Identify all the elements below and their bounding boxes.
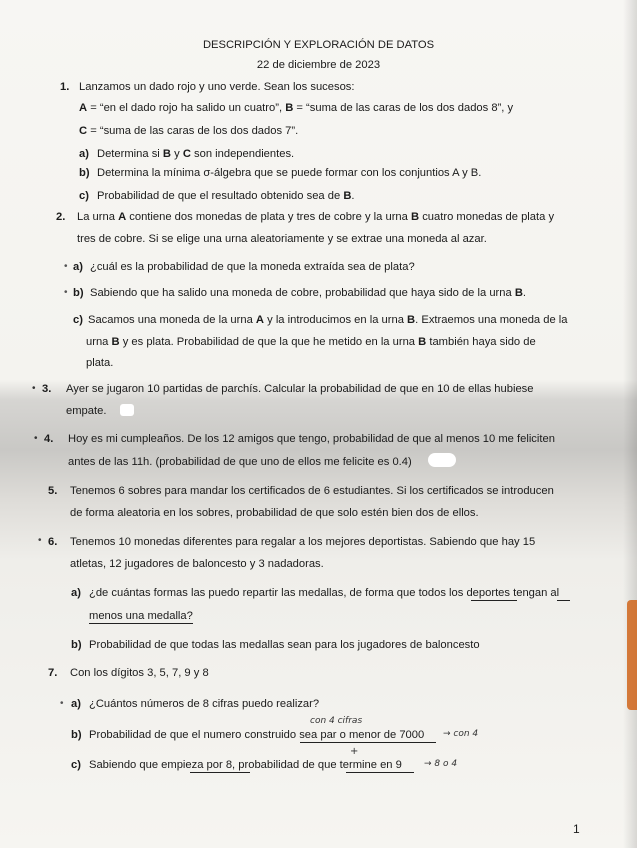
q4-line1: Hoy es mi cumpleaños. De los 12 amigos que tengo, probabilidad de que al menos 10 me feliciten bbox=[68, 433, 555, 445]
q2a-text: ¿cuál es la probabilidad de que la moneda extraída sea de plata? bbox=[90, 261, 415, 273]
q7b-text: Probabilidad de que el numero construido sea par o menor de 7000 bbox=[89, 729, 425, 741]
q6-line1: Tenemos 10 monedas diferentes para regalar a los mejores deportistas. Sabiendo que hay 15 bbox=[70, 536, 536, 548]
q6a-label: a) bbox=[71, 587, 81, 599]
page-title: DESCRIPCIÓN Y EXPLORACIÓN DE DATOS bbox=[202, 39, 435, 51]
q2-line2: tres de cobre. Si se elige una urna aleatoriamente y se extrae una moneda al azar. bbox=[77, 233, 487, 245]
handwritten-underline bbox=[557, 600, 570, 601]
handwritten-note-cifras: con 4 cifras bbox=[310, 716, 363, 726]
q6a-line2: menos una medalla? bbox=[89, 610, 193, 622]
q5-line1: Tenemos 6 sobres para mandar los certificados de 6 estudiantes. Si los certificados se introducen bbox=[70, 485, 554, 497]
q3-line2: empate. bbox=[66, 405, 107, 417]
q4-line2: antes de las 11h. (probabilidad de que uno de ellos me felicite es 0.4) bbox=[68, 456, 412, 468]
q6b-text: Probabilidad de que todas las medallas sean para los jugadores de baloncesto bbox=[89, 639, 480, 651]
q2c-line3: plata. bbox=[86, 357, 114, 369]
correction-blob bbox=[428, 453, 456, 467]
q7c-label: c) bbox=[71, 759, 81, 771]
bullet-dash-icon: • bbox=[64, 287, 68, 298]
q1c-text: Probabilidad de que el resultado obtenido sea de B. bbox=[97, 190, 355, 202]
q3-number: 3. bbox=[42, 383, 52, 395]
q1a-text: Determina si B y C son independientes. bbox=[97, 148, 295, 160]
q1a-label: a) bbox=[79, 148, 89, 160]
q7a-text: ¿Cuántos números de 8 cifras puedo realizar? bbox=[89, 698, 320, 710]
q1-line1: Lanzamos un dado rojo y uno verde. Sean los sucesos: bbox=[79, 81, 355, 93]
handwritten-note-8o4: → 8 o 4 bbox=[424, 759, 458, 769]
q1-event-A-B: A = “en el dado rojo ha salido un cuatro”, B = “suma de las caras de los dos dados 8”, y bbox=[79, 102, 514, 114]
q3-line1: Ayer se jugaron 10 partidas de parchís. Calcular la probabilidad de que en 10 de ellas hubiese bbox=[66, 383, 534, 395]
q6b-label: b) bbox=[71, 639, 82, 651]
handwritten-underline bbox=[471, 600, 517, 601]
q5-number: 5. bbox=[48, 485, 58, 497]
q2c-line2: urna B y es plata. Probabilidad de que la que he metido en la urna B también haya sido de bbox=[86, 336, 536, 348]
q4-number: 4. bbox=[44, 433, 54, 445]
q7-number: 7. bbox=[48, 667, 58, 679]
handwritten-underline bbox=[346, 772, 414, 773]
handwritten-plus: + bbox=[350, 746, 359, 757]
q1b-label: b) bbox=[79, 167, 90, 179]
q1c-label: c) bbox=[79, 190, 89, 202]
q1-number: 1. bbox=[60, 81, 70, 93]
handwritten-note-con4: → con 4 bbox=[443, 729, 479, 739]
q7a-label: a) bbox=[71, 698, 81, 710]
q5-line2: de forma aleatoria en los sobres, probabilidad de que solo estén bien dos de ellos. bbox=[70, 507, 479, 519]
bullet-dot-icon: • bbox=[60, 698, 64, 709]
q1b-text: Determina la mínima σ-álgebra que se puede formar con los conjuntios A y B. bbox=[97, 167, 482, 179]
q2c-line1: Sacamos una moneda de la urna A y la introducimos en la urna B. Extraemos una moneda de la bbox=[88, 314, 568, 326]
paper-edge-shadow bbox=[623, 0, 637, 848]
bullet-dot-icon: • bbox=[38, 535, 42, 546]
handwritten-underline bbox=[300, 742, 436, 743]
handwritten-underline bbox=[190, 772, 250, 773]
q2a-label: a) bbox=[73, 261, 83, 273]
q6-number: 6. bbox=[48, 536, 58, 548]
q6-line2: atletas, 12 jugadores de baloncesto y 3 nadadoras. bbox=[70, 558, 324, 570]
bullet-dot-icon: • bbox=[34, 433, 38, 444]
q2-number: 2. bbox=[56, 211, 66, 223]
handwritten-underline bbox=[89, 623, 193, 624]
q7b-label: b) bbox=[71, 729, 82, 741]
q2-line1: La urna A contiene dos monedas de plata y tres de cobre y la urna B cuatro monedas de plata y bbox=[77, 211, 555, 223]
orange-background-object bbox=[627, 600, 637, 710]
q2c-label: c) bbox=[73, 314, 83, 326]
bullet-dot-icon: • bbox=[32, 383, 36, 394]
page-number: 1 bbox=[573, 822, 580, 836]
page-date: 22 de diciembre de 2023 bbox=[256, 59, 381, 71]
correction-blob bbox=[120, 404, 134, 416]
q2b-text: Sabiendo que ha salido una moneda de cobre, probabilidad que haya sido de la urna B. bbox=[90, 287, 527, 299]
q7-line1: Con los dígitos 3, 5, 7, 9 y 8 bbox=[70, 667, 209, 679]
q2b-label: b) bbox=[73, 287, 84, 299]
q7c-text: Sabiendo que empieza por 8, probabilidad de que termine en 9 bbox=[89, 759, 402, 771]
bullet-dot-icon: • bbox=[64, 261, 68, 272]
q6a-line1: ¿de cuántas formas las puedo repartir las medallas, de forma que todos los deportes tengan al bbox=[89, 587, 560, 599]
q1-event-C: C = “suma de las caras de los dos dados 7”. bbox=[79, 125, 299, 137]
